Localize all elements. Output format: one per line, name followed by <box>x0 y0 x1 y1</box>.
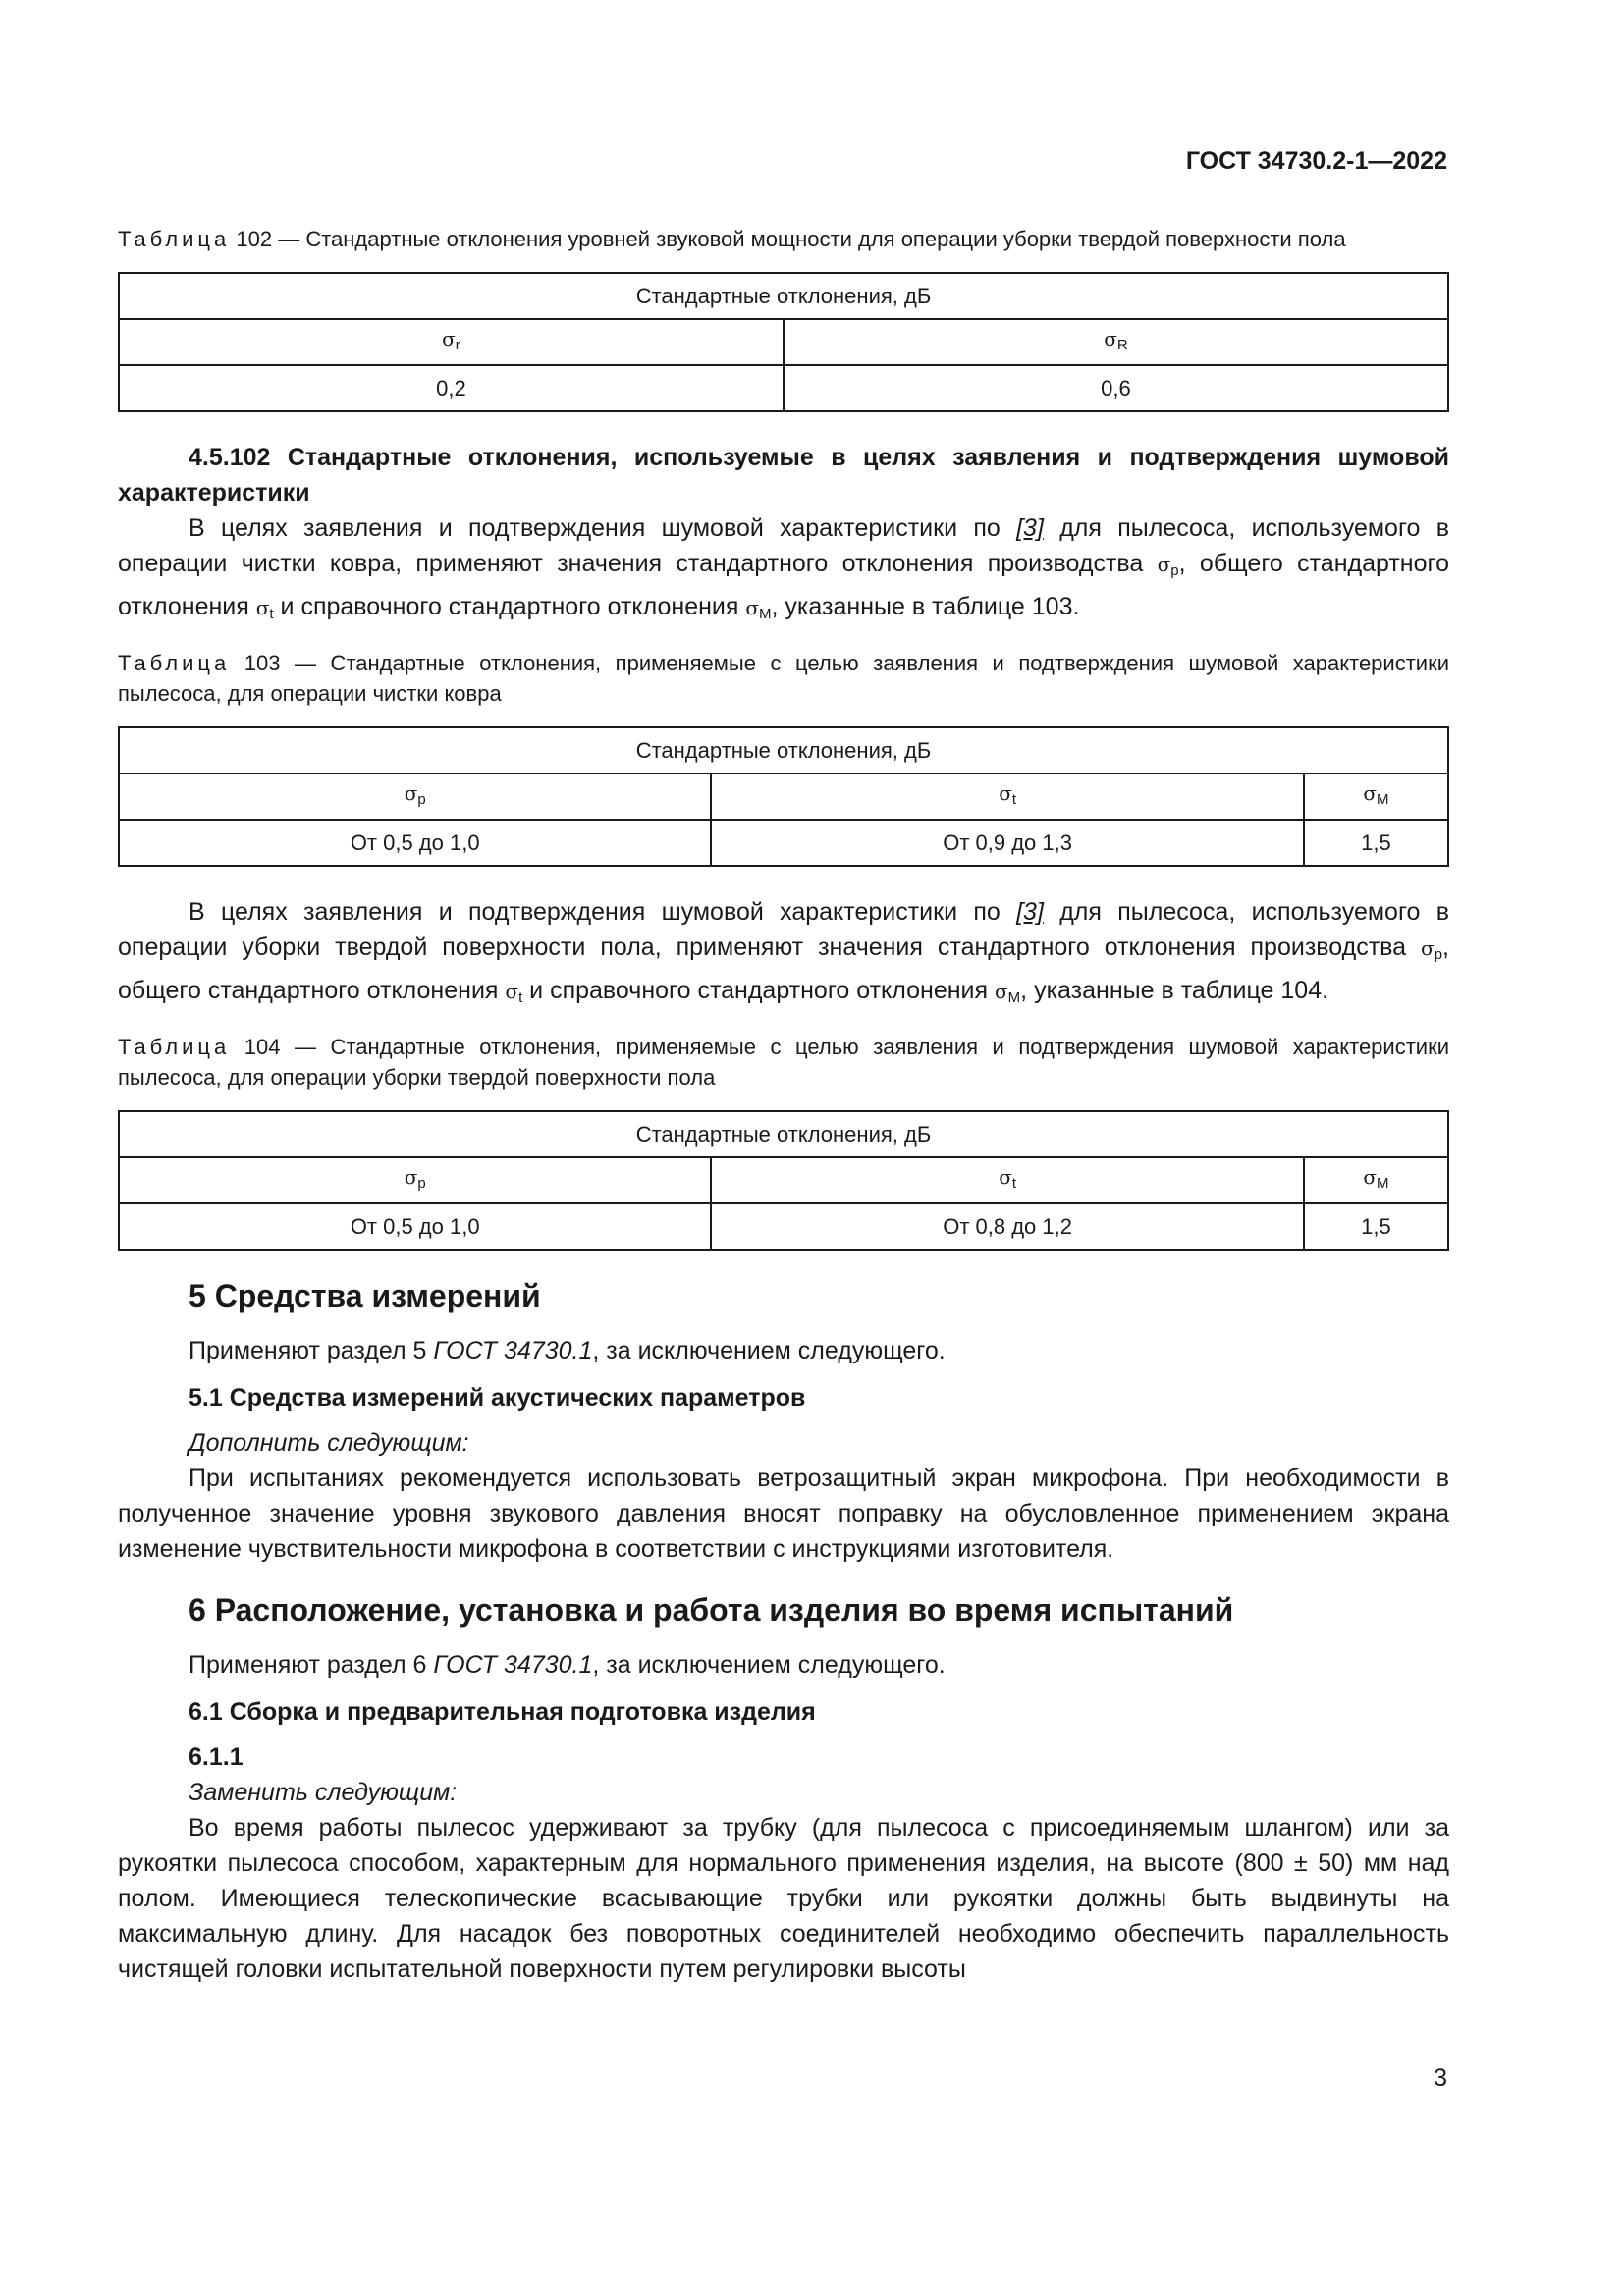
table-cell: От 0,9 до 1,3 <box>711 820 1303 866</box>
caption-text: 102 — Стандартные отклонения уровней звуковой мощности для операции уборки твердой поверхности пола <box>236 227 1346 251</box>
reference-link[interactable]: [3] <box>1016 898 1044 926</box>
column-sigma-M: $\sigma_M$ <box>1304 774 1448 820</box>
table-102 <box>118 272 1449 412</box>
table-cell: 1,5 <box>1304 820 1448 866</box>
table-cell: 1,5 <box>1304 1203 1448 1250</box>
paragraph: В целях заявления и подтверждения шумовой характеристики по [3] для пылесоса, используемого в операции чистки ковра, применяют значения стандартного отклонения производства $\sigma_p$, общего стандартного отклонения $\sigma_t$ и справочного стандартного отклонения $\sigma_M$, указанные в таблице 103. <box>118 514 1450 622</box>
column-sigma-t: $\sigma_t$ <box>711 1157 1303 1203</box>
subsection-heading-5-1: 5.1 Средства измерений акустических параметров <box>189 1384 806 1412</box>
document-id: ГОСТ 34730.2-1—2022 <box>1185 147 1447 175</box>
section-6-heading: 6 Расположение, установка и работа изделия во время испытаний <box>189 1592 1234 1628</box>
table-cell: 0,6 <box>784 365 1448 411</box>
column-sigma-p: $\sigma_p$ <box>119 774 711 820</box>
paragraph: Применяют раздел 5 ГОСТ 34730.1, за исключением следующего. <box>189 1337 946 1364</box>
paragraph: Во время работы пылесос удерживают за трубку (для пылесоса с присоединяемым шлангом) или за рукоятки пылесоса способом, характерным для нормального применения изделия, на высоте (800 ± 50) мм над полом. Имеющиеся телескопические всасывающие трубки или рукоятки должны быть выдвинуты на максимальную длину. Для насадок без поворотных соединителей необходимо обеспечить параллельность чистящей головки испытательной поверхности путем регулировки высоты <box>118 1814 1449 1983</box>
table-104 <box>118 1110 1449 1251</box>
table-label: Таблица <box>118 227 231 251</box>
subsection-heading-6-1: 6.1 Сборка и предварительная подготовка изделия <box>189 1698 816 1726</box>
table-header: Стандартные отклонения, дБ <box>119 727 1448 774</box>
table-header: Стандартные отклонения, дБ <box>119 1111 1448 1157</box>
table-103 <box>118 726 1449 867</box>
column-sigma-t: $\sigma_t$ <box>711 774 1303 820</box>
paragraph: Применяют раздел 6 ГОСТ 34730.1, за исключением следующего. <box>189 1651 946 1679</box>
table-102-caption <box>118 224 1449 254</box>
section-5-heading: 5 Средства измерений <box>189 1278 541 1313</box>
table-cell: 0,2 <box>119 365 784 411</box>
paragraph: При испытаниях рекомендуется использовать ветрозащитный экран микрофона. При необходимости в полученное значение уровня звукового давления вносят поправку на обусловленное применением экрана изменение чувствительности микрофона в соответствии с инструкциями изготовителя. <box>118 1465 1449 1563</box>
table-header: Стандартные отклонения, дБ <box>119 273 1448 319</box>
paragraph: В целях заявления и подтверждения шумовой характеристики по [3] для пылесоса, используемого в операции уборки твердой поверхности пола, применяют значения стандартного отклонения производства $\sigma_p$, общего стандартного отклонения $\sigma_t$ и справочного стандартного отклонения $\sigma_M$, указанные в таблице 104. <box>118 898 1450 1006</box>
table-cell: От 0,5 до 1,0 <box>119 1203 711 1250</box>
subsection-heading-4-5-102: 4.5.102 Стандартные отклонения, используемые в целях заявления и подтверждения шумовой характеристики <box>118 444 1449 507</box>
table-103-caption: Таблица 103 — Стандартные отклонения, применяемые с целью заявления и подтверждения шумовой характеристики пылесоса, для операции чистки ковра <box>118 651 1449 706</box>
table-104-caption: Таблица 104 — Стандартные отклонения, применяемые с целью заявления и подтверждения шумовой характеристики пылесоса, для операции уборки твердой поверхности пола <box>118 1035 1449 1090</box>
column-sigma-p: $\sigma_p$ <box>119 1157 711 1203</box>
page-number: 3 <box>1434 2064 1447 2092</box>
column-sigma-R: $\sigma_R$ <box>784 319 1448 365</box>
column-sigma-r: $\sigma_r$ <box>119 319 784 365</box>
table-cell: От 0,8 до 1,2 <box>711 1203 1303 1250</box>
amendment-note: Дополнить следующим: <box>189 1429 469 1457</box>
table-cell: От 0,5 до 1,0 <box>119 820 711 866</box>
amendment-note: Заменить следующим: <box>189 1779 458 1806</box>
column-sigma-M: $\sigma_M$ <box>1304 1157 1448 1203</box>
page-content <box>118 224 1449 1987</box>
clause-number: 6.1.1 <box>189 1743 244 1771</box>
reference-link[interactable]: [3] <box>1016 514 1044 542</box>
